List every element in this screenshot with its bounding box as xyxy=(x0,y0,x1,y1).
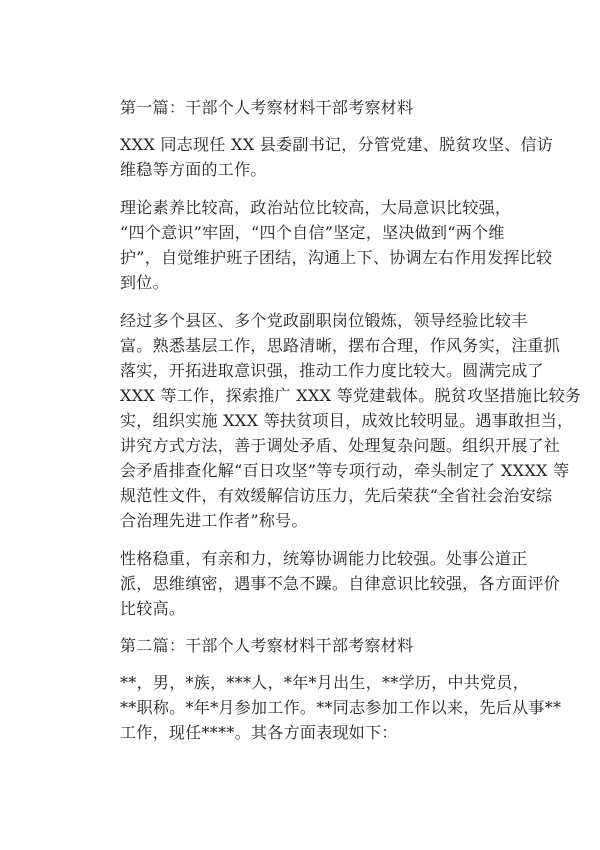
section-1 xyxy=(120,96,582,621)
paragraph-line: 到位。 xyxy=(120,273,169,292)
paragraph-line: 维稳等方面的工作。 xyxy=(120,160,267,179)
paragraph-line: 合治理先进工作者”称号。 xyxy=(120,511,308,530)
paragraph-line: “四个意识”牢固，“四个自信”坚定，坚决做到“两个维 xyxy=(120,223,505,242)
paragraph xyxy=(120,308,582,533)
paragraph xyxy=(120,670,562,745)
paragraph-line: 落实，开拓进取意识强，推动工作力度比较大。圆满完成了 xyxy=(120,361,544,380)
document-body xyxy=(120,96,582,758)
paragraph-line: 性格稳重，有亲和力，统筹协调能力比较强。处事公道正 xyxy=(120,549,528,568)
paragraph-line: 护”，自觉维护班子团结，沟通上下、协调左右作用发挥比较 xyxy=(120,248,553,267)
paragraph xyxy=(120,546,561,621)
paragraph-line: 工作，现任****。其各方面表现如下： xyxy=(120,723,398,742)
paragraph-line: **职称。*年*月参加工作。**同志参加工作以来，先后从事** xyxy=(120,698,562,717)
section-2-heading: 第二篇：干部个人考察材料干部考察材料 xyxy=(120,636,414,655)
section-2 xyxy=(120,634,562,745)
paragraph xyxy=(120,195,553,295)
paragraph-line: XXX 等工作，探索推广 XXX 等党建载体。脱贫攻坚措施比较务 xyxy=(120,386,582,405)
paragraph xyxy=(120,132,554,182)
paragraph-line: 比较高。 xyxy=(120,599,186,618)
paragraph-line: 讲究方式方法，善于调处矛盾、处理复杂问题。组织开展了社 xyxy=(120,436,561,455)
paragraph-line: 经过多个县区、多个党政副职岗位锻炼，领导经验比较丰 xyxy=(120,311,528,330)
paragraph-line: **，男，*族，***人，*年*月出生，**学历，中共党员， xyxy=(120,673,530,692)
paragraph-line: 实，组织实施 XXX 等扶贫项目，成效比较明显。遇事敢担当， xyxy=(120,411,574,430)
section-1-heading: 第一篇：干部个人考察材料干部考察材料 xyxy=(120,98,414,117)
paragraph-line: XXX 同志现任 XX 县委副书记，分管党建、脱贫攻坚、信访 xyxy=(120,135,554,154)
paragraph-line: 富。熟悉基层工作，思路清晰，摆布合理，作风务实，注重抓 xyxy=(120,336,561,355)
paragraph-line: 规范性文件，有效缓解信访压力，先后荣获“全省社会治安综 xyxy=(120,486,553,505)
paragraph-line: 会矛盾排查化解“百日攻坚”等专项行动，牵头制定了 XXXX 等 xyxy=(120,461,570,480)
paragraph-line: 派，思维缜密，遇事不急不躁。自律意识比较强，各方面评价 xyxy=(120,574,561,593)
paragraph-line: 理论素养比较高，政治站位比较高，大局意识比较强， xyxy=(120,198,512,217)
